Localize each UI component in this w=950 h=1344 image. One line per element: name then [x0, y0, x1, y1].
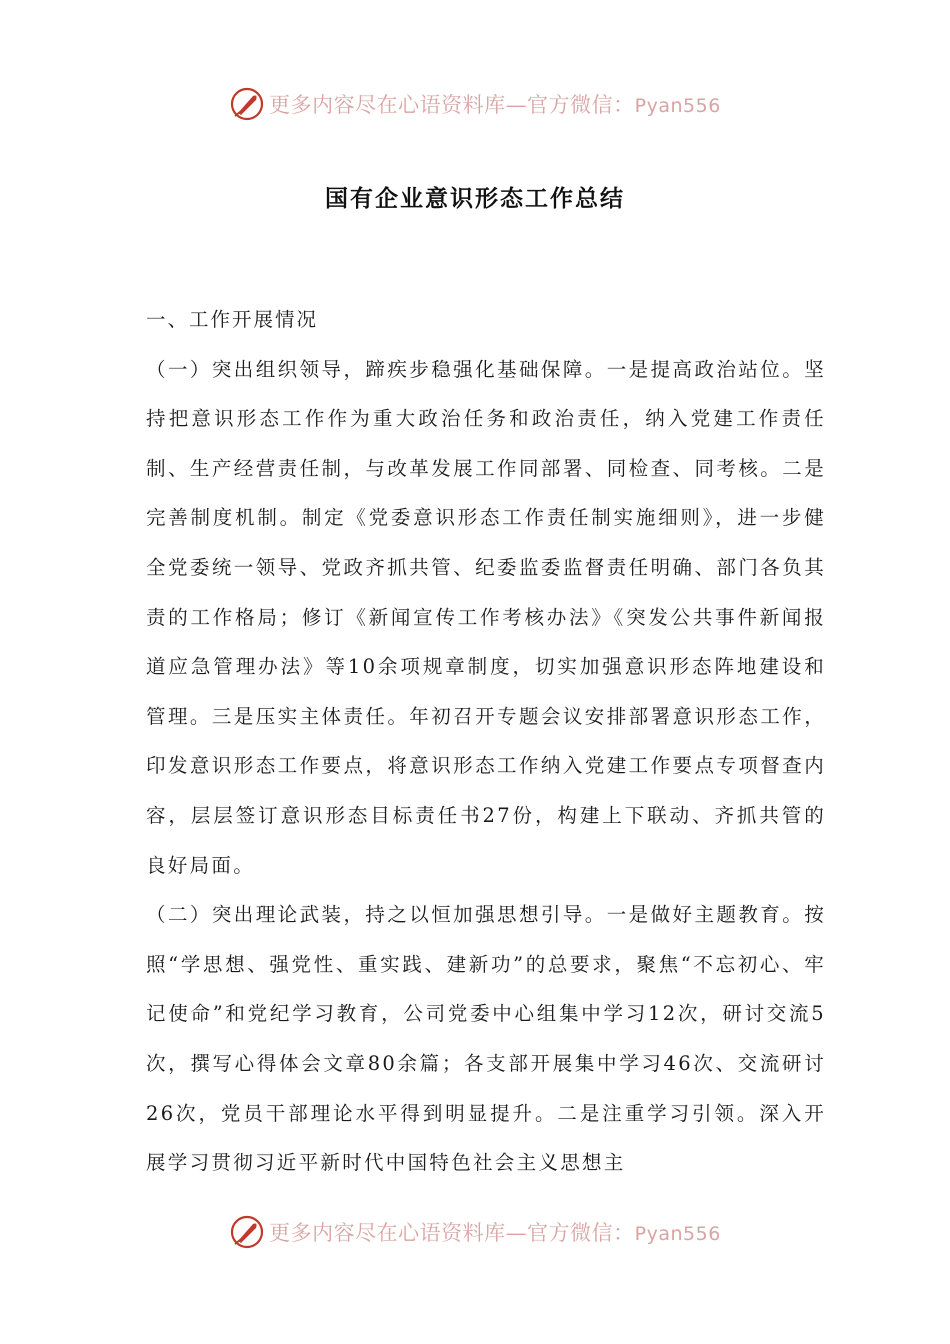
watermark-banner-bottom: [0, 1212, 950, 1252]
quill-logo-icon: [229, 1214, 265, 1250]
watermark-banner-top: [0, 84, 950, 124]
quill-logo-icon: [229, 86, 265, 122]
document-title: 国有企业意识形态工作总结: [325, 186, 625, 212]
paragraph-theory-armament: （二）突出理论武装，持之以恒加强思想引导。一是做好主题教育。按照“学思想、强党性、重实践、建新功”的总要求，聚焦“不忘初心、牢记使命”和党纪学习教育，公司党委中心组集中学习12次，研讨交流5次，撰写心得体会文章80余篇；各支部开展集中学习46次、交流研讨26次，党员干部理论水平得到明显提升。二是注重学习引领。深入开展学习贯彻习近平新时代中国特色社会主义思想主: [146, 903, 826, 1175]
section-heading: 一、工作开展情况: [146, 308, 319, 331]
paragraph-organization-leadership: （一）突出组织领导，蹄疾步稳强化基础保障。一是提高政治站位。坚持把意识形态工作作为重大政治任务和政治责任，纳入党建工作责任制、生产经营责任制，与改革发展工作同部署、同检查、同考核。二是完善制度机制。制定《党委意识形态工作责任制实施细则》，进一步健全党委统一领导、党政齐抓共管、纪委监委监督责任明确、部门各负其责的工作格局；修订《新闻宣传工作考核办法》《突发公共事件新闻报道应急管理办法》等10余项规章制度，切实加强意识形态阵地建设和管理。三是压实主体责任。年初召开专题会议安排部署意识形态工作，印发意识形态工作要点，将意识形态工作纳入党建工作要点专项督查内容，层层签订意识形态目标责任书27份，构建上下联动、齐抓共管的良好局面。: [146, 357, 826, 877]
watermark-text: 更多内容尽在心语资料库—官方微信：Pyan556: [269, 1221, 721, 1245]
watermark-text: 更多内容尽在心语资料库—官方微信：Pyan556: [269, 93, 721, 117]
document-body: [146, 295, 826, 1188]
